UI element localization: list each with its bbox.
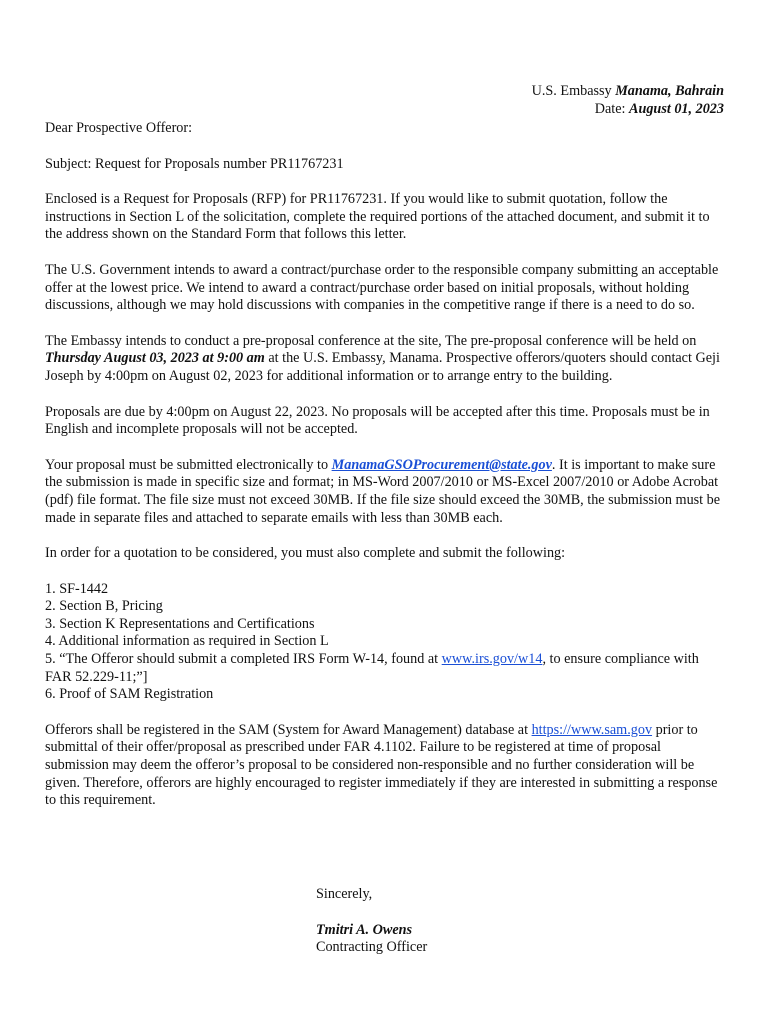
list-item: 6. Proof of SAM Registration bbox=[45, 686, 214, 703]
salutation: Dear Prospective Offeror: bbox=[45, 120, 193, 136]
irs-w14-link[interactable]: www.irs.gov/w14 bbox=[441, 651, 543, 668]
list-item: 2. Section B, Pricing bbox=[45, 598, 163, 615]
list-item: 3. Section K Representations and Certifications bbox=[45, 615, 315, 632]
signature-block bbox=[316, 886, 427, 957]
sam-gov-link[interactable]: https://www.sam.gov bbox=[531, 721, 653, 738]
paragraph-award: The U.S. Government intends to award a contract/purchase order to the responsible company submitting an acceptable offer at the lowest price. We intend to award a contract/purchase order based on initial proposals, without holding discussions, although we may hold discussions with companies in the competitive range if there is a need to do so. bbox=[45, 261, 719, 314]
paragraph-requirements: In order for a quotation to be considered, you must also complete and submit the following: bbox=[45, 545, 566, 562]
closing: Sincerely, bbox=[316, 886, 373, 902]
letter-body bbox=[45, 120, 727, 828]
subject-line: Subject: Request for Proposals number PR11767231 bbox=[45, 155, 344, 172]
letter-header bbox=[532, 83, 724, 118]
list-item: 5. “The Offeror should submit a completed IRS Form W-14, found at www.irs.gov/w14, to ensure compliance with FAR 52.229-11;”] bbox=[45, 651, 699, 685]
signer-name: Tmitri A. Owens bbox=[316, 921, 413, 938]
letter-date: Date: August 01, 2023 bbox=[594, 100, 724, 117]
conference-datetime: Thursday August 03, 2023 at 9:00 am bbox=[45, 350, 265, 367]
requirements-list bbox=[45, 581, 727, 704]
paragraph-rfp-intro: Enclosed is a Request for Proposals (RFP) for PR11767231. If you would like to submit quotation, follow the instructions in Section L of the solicitation, complete the required portions of the attached document, and submit it to the address shown on the Standard Form that follows this letter. bbox=[45, 191, 710, 243]
paragraph-conference: The Embassy intends to conduct a pre-proposal conference at the site, The pre-proposal conference will be held on Thursday August 03, 2023 at 9:00 am at the U.S. Embassy, Manama. Prospective offerors/quoters should contact Geji Joseph by 4:00pm on August 02, 2023 for additional information or to arrange entry to the building. bbox=[45, 332, 720, 384]
list-item: 1. SF-1442 bbox=[45, 580, 109, 597]
letter-date-value: August 01, 2023 bbox=[628, 100, 724, 117]
embassy-city: Manama, Bahrain bbox=[615, 83, 724, 99]
paragraph-due-date: Proposals are due by 4:00pm on August 22, 2023. No proposals will be accepted after this time. Proposals must be in English and incomplete proposals will not be accepted. bbox=[45, 403, 710, 438]
procurement-email-link[interactable]: ManamaGSOProcurement@state.gov bbox=[331, 456, 552, 473]
list-item: 4. Additional information as required in Section L bbox=[45, 633, 329, 650]
signer-title: Contracting Officer bbox=[316, 939, 428, 956]
paragraph-submission: Your proposal must be submitted electronically to ManamaGSOProcurement@state.gov. It is important to make sure the submission is made in specific size and format; in MS-Word 2007/2010 or MS-Excel 2007/2010 or Adobe Acrobat (pdf) file format. The file size must not exceed 30MB. If the file size should exceed the 30MB, the submission must be made in separate files and attached to separate emails with less than 30MB each. bbox=[45, 456, 721, 526]
embassy-location: U.S. Embassy Manama, Bahrain bbox=[531, 83, 724, 99]
paragraph-sam-registration: Offerors shall be registered in the SAM (System for Award Management) database at https://www.sam.gov prior to submittal of their offer/proposal as prescribed under FAR 4.1102. Failure to be registered at time of proposal submission may deem the offeror’s proposal to be considered non-responsible and no further consideration will be given. Therefore, offerors are highly encouraged to register immediately if they are interested in submitting a response to this requirement. bbox=[45, 721, 718, 809]
